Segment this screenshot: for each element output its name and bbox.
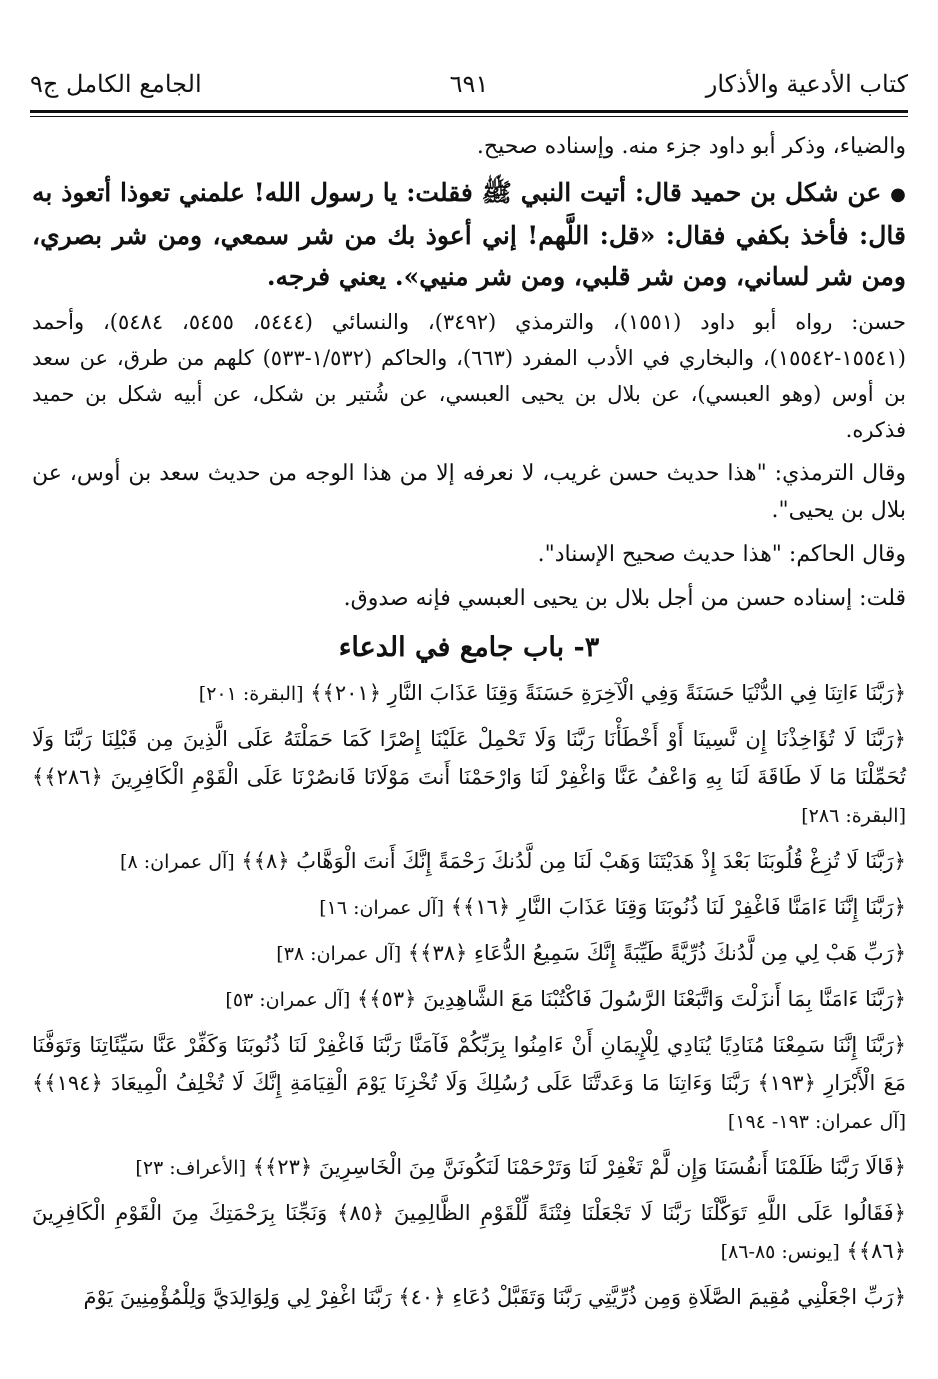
verse-3: ﴿رَبَّنَا لَا تُزِغْ قُلُوبَنَا بَعْدَ إِذْ هَدَيْتَنَا وَهَبْ لَنَا مِن لَّدُنكَ رَحْمَةً إِنَّكَ أَنتَ الْوَهَّابُ ﴿٨﴾﴾ [آل عمران: ٨]: [120, 849, 906, 873]
hakim-comment: وقال الحاكم: "هذا حديث صحيح الإسناد".: [537, 542, 906, 567]
hadith-text: [32, 172, 906, 297]
verse-9: ﴿فَقَالُوا عَلَى اللَّهِ تَوَكَّلْنَا رَبَّنَا لَا تَجْعَلْنَا فِتْنَةً لِّلْقَوْمِ الظَّالِمِينَ ﴿٨٥﴾ وَنَجِّنَا بِرَحْمَتِكَ مِنَ الْقَوْمِ الْكَافِرِينَ ﴿٨٦﴾﴾ [يونس: ٨٥-٨٦]: [32, 1201, 906, 1263]
paragraph-continuation: والضياء، وذكر أبو داود جزء منه. وإسناده صحيح.: [476, 134, 906, 159]
verse-1: ﴿رَبَّنَا ءَاتِنَا فِي الدُّنْيَا حَسَنَةً وَفِي الْآخِرَةِ حَسَنَةً وَقِنَا عَذَابَ النَّارِ ﴿٢٠١﴾﴾ [البقرة: ٢٠١]: [198, 681, 906, 705]
page-number: ٦٩١: [449, 70, 489, 98]
bullet-icon: ●: [890, 184, 906, 205]
page-body: [32, 128, 906, 1323]
book-title: كتاب الأدعية والأذكار: [705, 70, 908, 98]
verse-7: ﴿رَبَّنَا إِنَّنَا سَمِعْنَا مُنَادِيًا يُنَادِي لِلْإِيمَانِ أَنْ ءَامِنُوا بِرَبِّكُمْ فَآمَنَّا رَبَّنَا فَاغْفِرْ لَنَا ذُنُوبَنَا وَكَفِّرْ عَنَّا سَيِّئَاتِنَا وَتَوَفَّنَا مَعَ الْأَبْرَارِ ﴿١٩٣﴾ رَبَّنَا وَءَاتِنَا مَا وَعَدتَّنَا عَلَى رُسُلِكَ وَلَا تُخْزِنَا يَوْمَ الْقِيَامَةِ إِنَّكَ لَا تُخْلِفُ الْمِيعَادَ ﴿١٩٤﴾﴾ [آل عمران: ١٩٣- ١٩٤]: [32, 1033, 906, 1133]
author-comment: قلت: إسناده حسن من أجل بلال بن يحيى العبسي فإنه صدوق.: [343, 586, 906, 611]
takhrij-paragraph: حسن: رواه أبو داود (١٥٥١)، والترمذي (٣٤٩٢)، والنسائي (٥٤٤٤، ٥٤٥٥، ٥٤٨٤)، وأحمد (١٥٥٤١-١٥٥٤٢)، والبخاري في الأدب المفرد (٦٦٣)، والحاكم (١/٥٣٢-٥٣٣) كلهم من طرق، عن سعد بن أوس (وهو العبسي)، عن بلال بن يحيى العبسي، عن شُتير بن شكل، عن أبيه شكل بن حميد فذكره.: [32, 310, 907, 442]
header-rule-thick: [30, 110, 908, 113]
verse-8: ﴿قَالَا رَبَّنَا ظَلَمْنَا أَنفُسَنَا وَإِن لَّمْ تَغْفِرْ لَنَا وَتَرْحَمْنَا لَنَكُونَنَّ مِنَ الْخَاسِرِينَ ﴿٢٣﴾﴾ [الأعراف: ٢٣]: [135, 1155, 906, 1179]
series-title: الجامع الكامل ج٩: [30, 70, 202, 98]
verse-6: ﴿رَبَّنَا ءَامَنَّا بِمَا أَنزَلْتَ وَاتَّبَعْنَا الرَّسُولَ فَاكْتُبْنَا مَعَ الشَّاهِدِينَ ﴿٥٣﴾﴾ [آل عمران: ٥٣]: [225, 987, 906, 1011]
verse-2: ﴿رَبَّنَا لَا تُؤَاخِذْنَا إِن نَّسِينَا أَوْ أَخْطَأْنَا رَبَّنَا وَلَا تَحْمِلْ عَلَيْنَا إِصْرًا كَمَا حَمَلْتَهُ عَلَى الَّذِينَ مِن قَبْلِنَا رَبَّنَا وَلَا تُحَمِّلْنَا مَا لَا طَاقَةَ لَنَا بِهِ وَاعْفُ عَنَّا وَاغْفِرْ لَنَا وَارْحَمْنَا أَنتَ مَوْلَانَا فَانصُرْنَا عَلَى الْقَوْمِ الْكَافِرِينَ ﴿٢٨٦﴾﴾ [البقرة: ٢٨٦]: [32, 727, 906, 827]
running-header: [30, 58, 908, 108]
header-rule-thin: [30, 116, 908, 117]
verse-5: ﴿رَبِّ هَبْ لِي مِن لَّدُنكَ ذُرِّيَّةً طَيِّبَةً إِنَّكَ سَمِيعُ الدُّعَاءِ ﴿٣٨﴾﴾ [آل عمران: ٣٨]: [276, 941, 906, 965]
section-heading: ٣- باب جامع في الدعاء: [338, 632, 600, 663]
verse-4: ﴿رَبَّنَا إِنَّنَا ءَامَنَّا فَاغْفِرْ لَنَا ذُنُوبَنَا وَقِنَا عَذَابَ النَّارِ ﴿١٦﴾﴾ [آل عمران: ١٦]: [319, 895, 906, 919]
tirmidhi-comment: وقال الترمذي: "هذا حديث حسن غريب، لا نعرفه إلا من هذا الوجه من حديث سعد بن أوس، عن بلال بن يحيى".: [32, 461, 906, 523]
verse-10: ﴿رَبِّ اجْعَلْنِي مُقِيمَ الصَّلَاةِ وَمِن ذُرِّيَّتِي رَبَّنَا وَتَقَبَّلْ دُعَاءِ ﴿٤٠﴾ رَبَّنَا اغْفِرْ لِي وَلِوَالِدَيَّ وَلِلْمُؤْمِنِينَ يَوْمَ: [83, 1285, 906, 1309]
hadith-body: عن شكل بن حميد قال: أتيت النبي ﷺ فقلت: يا رسول الله! علمني تعوذا أتعوذ به قال: فأخذ بكفي فقال: «قل: اللَّهم! إني أعوذ بك من شر سمعي، ومن شر بصري، ومن شر لساني، ومن شر قلبي، ومن شر منيي». يعني فرجه.: [32, 178, 906, 291]
